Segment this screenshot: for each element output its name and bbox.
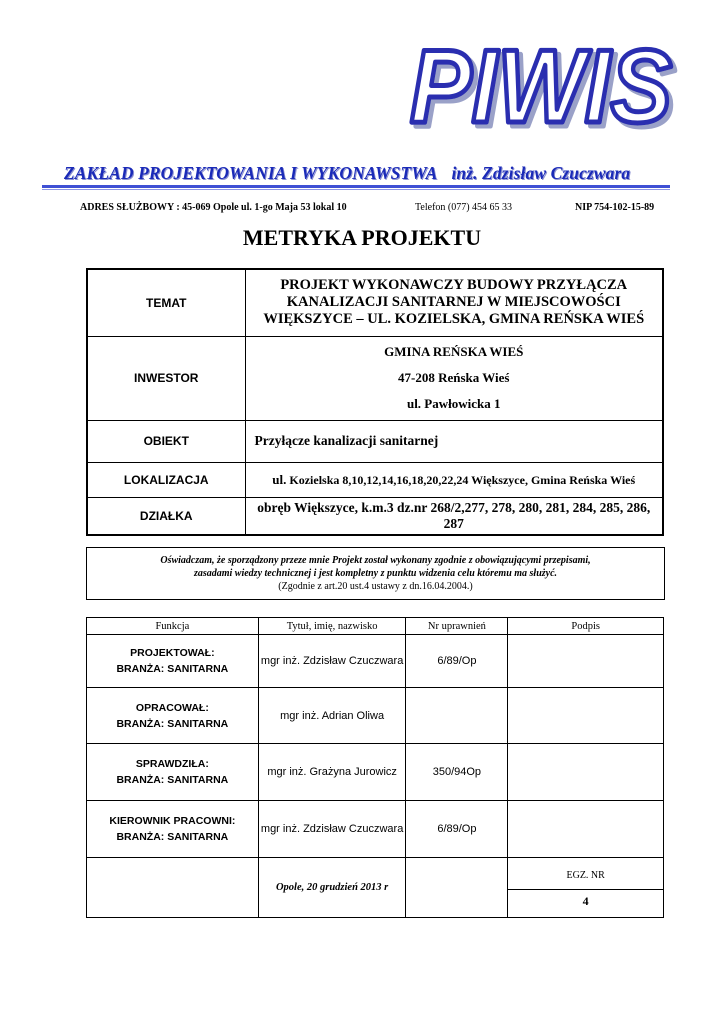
role-branch: BRANŻA: SANITARNA xyxy=(116,717,229,730)
role-cell xyxy=(87,635,259,688)
declaration-line: zasadami wiedzy technicznej i jest kompletny z punktu widzenia celu któremu ma służyć. xyxy=(193,568,558,579)
dzialka-label: DZIAŁKA xyxy=(87,497,245,535)
declaration-line: Oświadczam, że sporządzony przeze mnie Projekt został wykonany zgodnie z obowiązującymi przepisami, xyxy=(160,555,591,566)
signature-cell xyxy=(508,688,664,744)
declaration-legal-basis: (Zgodnie z art.20 ust.4 ustawy z dn.16.04.2004.) xyxy=(278,581,473,592)
lokalizacja-value xyxy=(245,462,663,497)
col-header-function: Funkcja xyxy=(87,618,259,635)
dzialka-value: obręb Większyce, k.m.3 dz.nr 268/2,277, 278, 280, 281, 284, 285, 286, 287 xyxy=(245,497,663,535)
signature-cell xyxy=(508,744,664,801)
issue-date: Opole, 20 grudzień 2013 r xyxy=(258,858,406,918)
signature-cell xyxy=(508,635,664,688)
col-header-name: Tytuł, imię, nazwisko xyxy=(258,618,406,635)
inwestor-value xyxy=(245,336,663,420)
role-title: KIEROWNIK PRACOWNI: xyxy=(109,815,236,827)
role-title: SPRAWDZIŁA: xyxy=(135,758,209,770)
temat-line: PROJEKT WYKONAWCZY BUDOWY PRZYŁĄCZA xyxy=(280,277,628,294)
license-number: 6/89/Op xyxy=(406,635,508,688)
signature-cell xyxy=(508,801,664,858)
company-owner: inż. Zdzisław Czuczwara xyxy=(451,163,631,183)
role-branch: BRANŻA: SANITARNA xyxy=(116,774,229,786)
inwestor-line: 47-208 Reńska Wieś xyxy=(398,370,510,385)
signatures-header-row xyxy=(87,618,664,635)
inwestor-row xyxy=(87,336,663,420)
document-title: METRYKA PROJEKTU xyxy=(242,225,482,250)
role-title: PROJEKTOWAŁ: xyxy=(130,647,215,659)
table-row xyxy=(87,688,664,744)
col-header-license: Nr uprawnień xyxy=(406,618,508,635)
header-divider xyxy=(42,185,670,188)
nip-number: NIP 754-102-15-89 xyxy=(575,202,655,213)
company-name-line xyxy=(64,163,630,184)
project-info-table xyxy=(86,268,664,536)
lokalizacja-text: Kozielska 8,10,12,14,16,18,20,22,24 Większyce, Gmina Reńska Wieś xyxy=(286,472,636,487)
lokalizacja-prefix: ul. xyxy=(272,471,287,487)
person-name: mgr inż. Zdzisław Czuczwara xyxy=(258,801,406,858)
declaration-box xyxy=(86,547,665,600)
footer-row xyxy=(87,858,664,918)
temat-row xyxy=(87,269,663,336)
office-address: ADRES SŁUŻBOWY : 45-069 Opole ul. 1-go Maja 53 lokal 10 xyxy=(80,202,347,213)
obiekt-label: OBIEKT xyxy=(87,420,245,462)
table-row xyxy=(87,801,664,858)
copy-number-cell xyxy=(508,858,664,918)
role-cell xyxy=(87,744,259,801)
company-name: ZAKŁAD PROJEKTOWANIA I WYKONAWSTWA xyxy=(64,163,438,183)
inwestor-line: ul. Pawłowicka 1 xyxy=(406,396,501,411)
person-name: mgr inż. Zdzisław Czuczwara xyxy=(258,635,406,688)
person-name: mgr inż. Grażyna Jurowicz xyxy=(258,744,406,801)
role-cell xyxy=(87,801,259,858)
header-divider-thin xyxy=(42,189,670,190)
obiekt-value: Przyłącze kanalizacji sanitarnej xyxy=(245,420,663,462)
role-branch: BRANŻA: SANITARNA xyxy=(116,663,229,675)
phone-number: Telefon (077) 454 65 33 xyxy=(415,202,513,213)
role-branch: BRANŻA: SANITARNA xyxy=(116,831,229,843)
inwestor-label: INWESTOR xyxy=(87,336,245,420)
empty-cell xyxy=(406,858,508,918)
table-row xyxy=(87,744,664,801)
role-title: OPRACOWAŁ: xyxy=(135,701,209,714)
license-number: 350/94Op xyxy=(406,744,508,801)
temat-line: WIĘKSZYCE – UL. KOZIELSKA, GMINA REŃSKA WIEŚ xyxy=(263,311,645,328)
logo-text: PIWIS xyxy=(410,30,672,135)
temat-line: KANALIZACJI SANITARNEJ W MIEJSCOWOŚCI xyxy=(286,294,621,311)
person-name: mgr inż. Adrian Oliwa xyxy=(258,688,406,744)
obiekt-row xyxy=(87,420,663,462)
piwis-logo xyxy=(402,30,684,135)
temat-value xyxy=(245,269,663,336)
table-row xyxy=(87,635,664,688)
copy-number: 4 xyxy=(582,894,589,908)
signatures-table xyxy=(86,617,664,918)
inwestor-line: GMINA REŃSKA WIEŚ xyxy=(384,344,524,359)
dzialka-row xyxy=(87,497,663,535)
empty-cell xyxy=(87,858,259,918)
role-cell xyxy=(87,688,259,744)
lokalizacja-label: LOKALIZACJA xyxy=(87,462,245,497)
col-header-signature: Podpis xyxy=(508,618,664,635)
temat-label: TEMAT xyxy=(87,269,245,336)
license-number: 6/89/Op xyxy=(406,801,508,858)
copy-number-label: EGZ. NR xyxy=(508,860,663,890)
license-number xyxy=(406,688,508,744)
lokalizacja-row xyxy=(87,462,663,497)
